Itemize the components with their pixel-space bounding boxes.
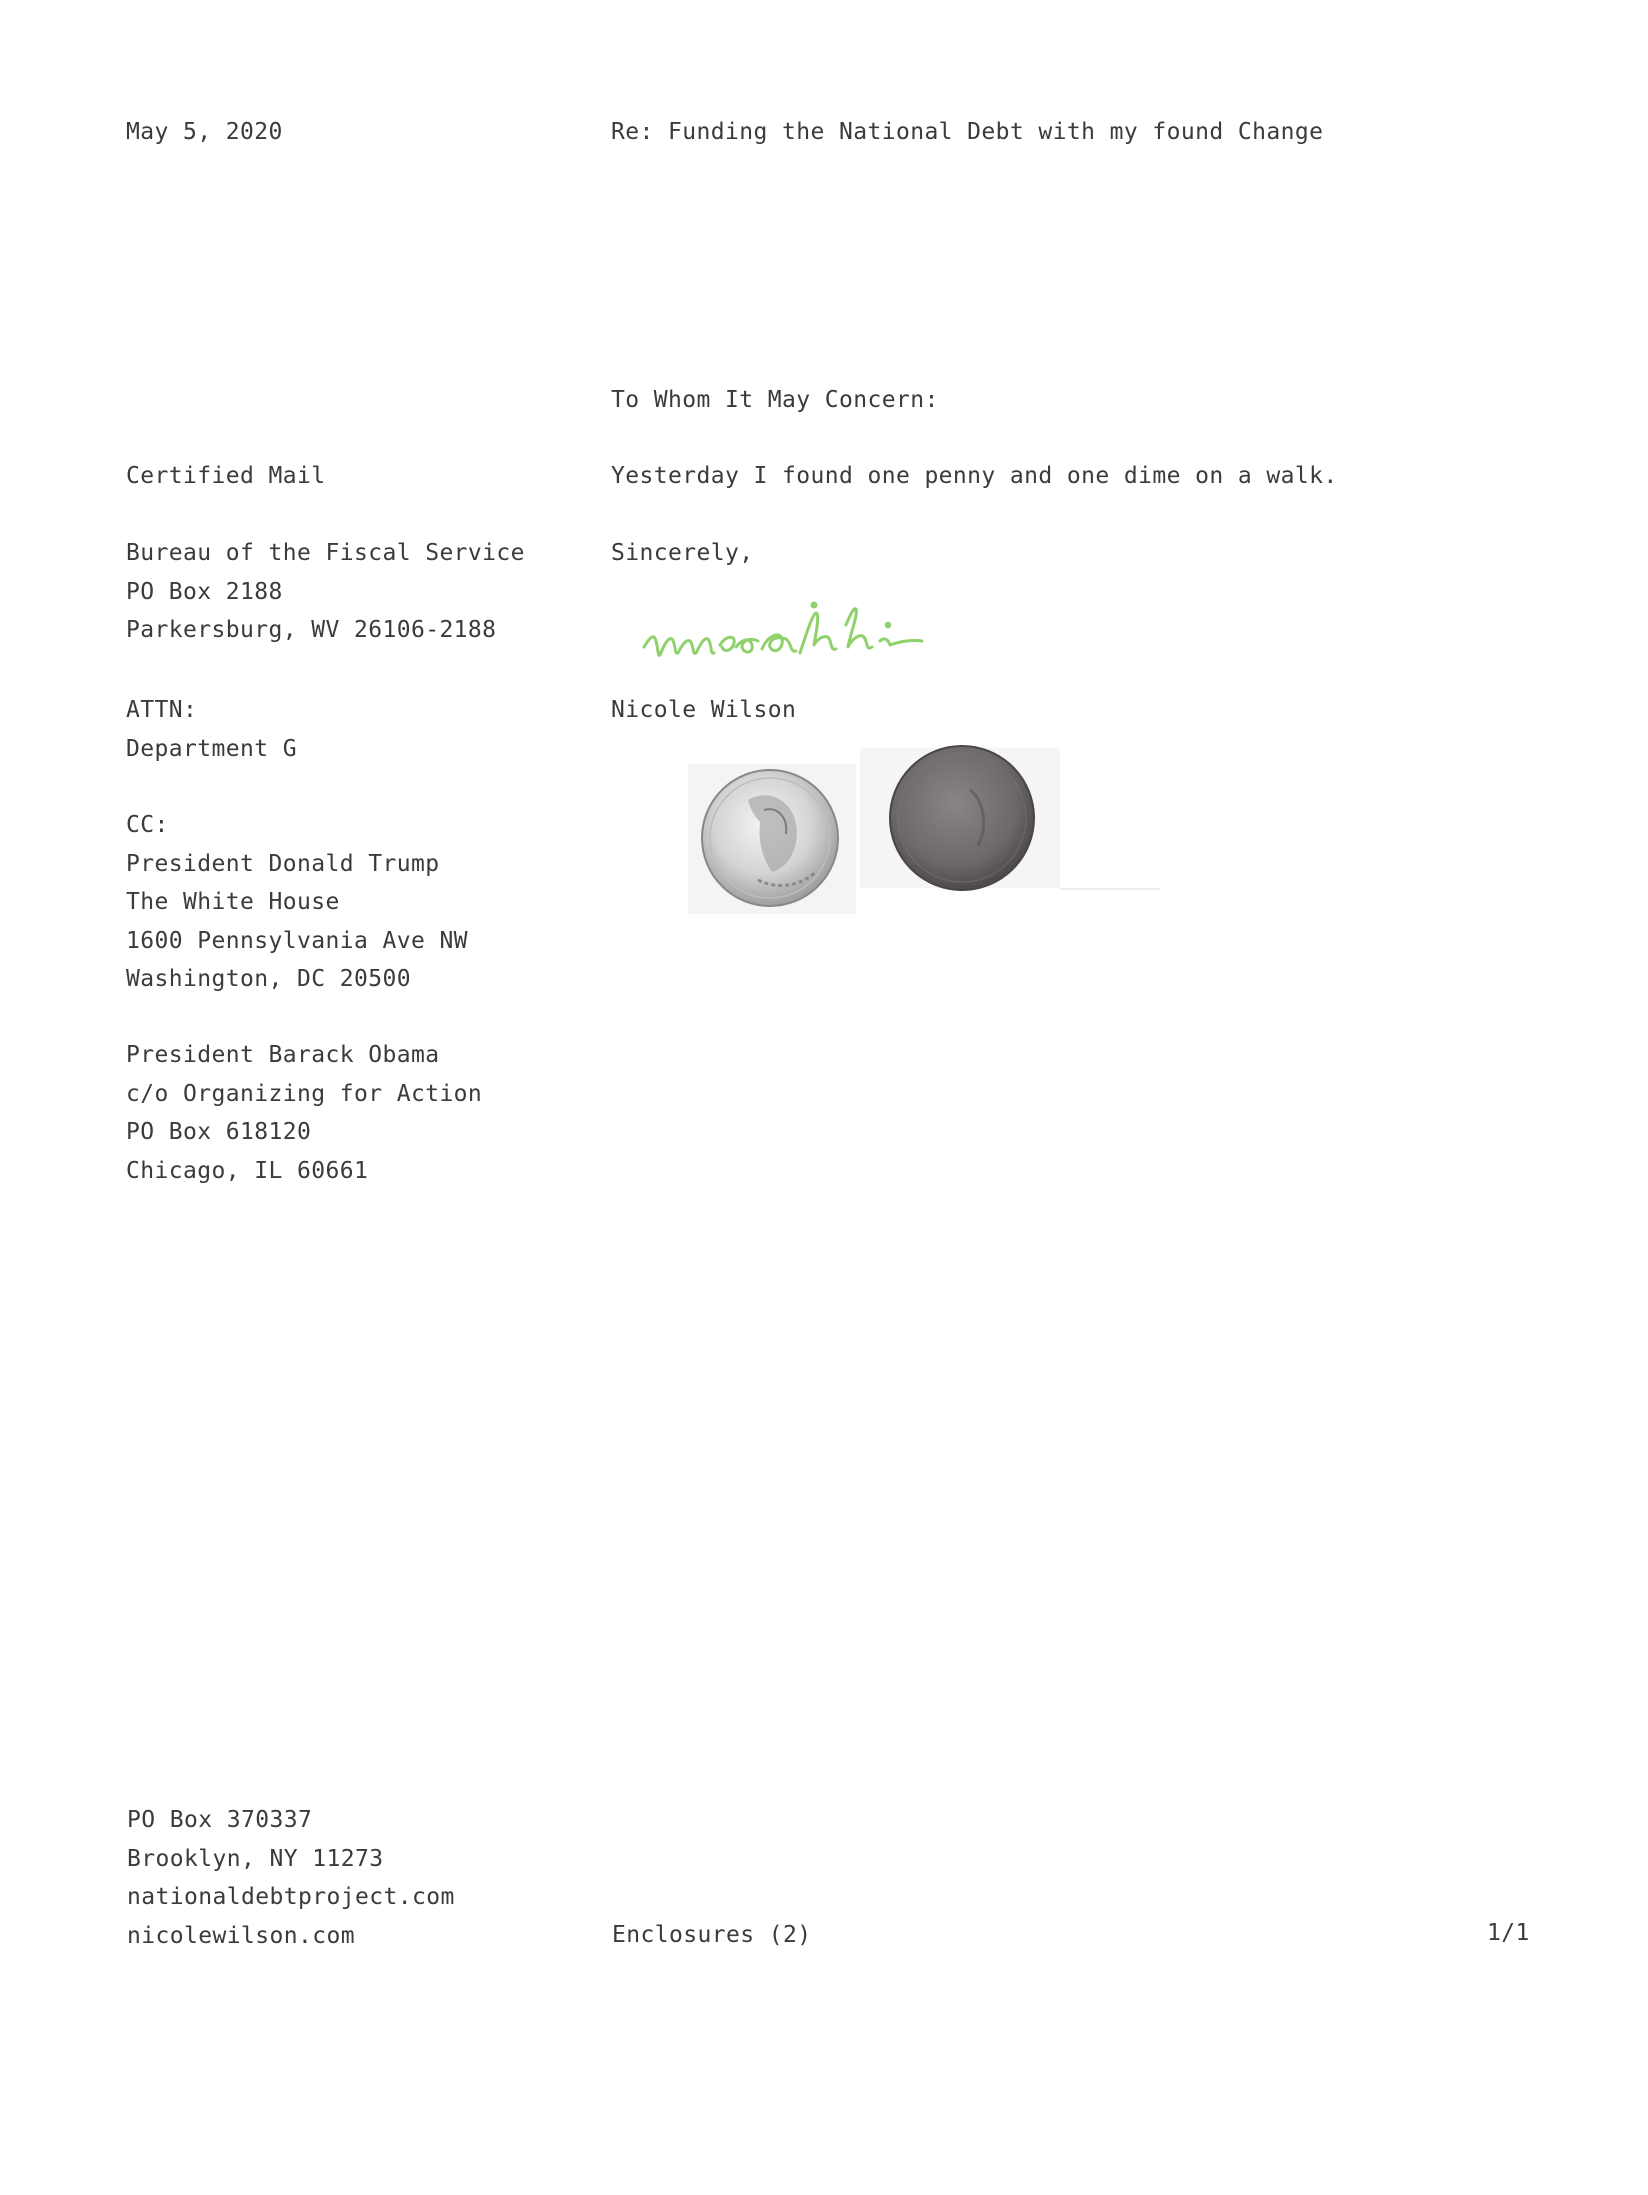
cc-line: c/o Organizing for Action <box>126 1080 483 1107</box>
recipient-address <box>126 534 525 650</box>
recipient-line: Bureau of the Fiscal Service <box>126 540 525 566</box>
attn-value: Department G <box>126 735 297 762</box>
sender-line: Brooklyn, NY 11273 <box>127 1845 384 1872</box>
closing: Sincerely, <box>611 540 754 566</box>
letter-date: May 5, 2020 <box>126 119 283 145</box>
cc-line: The White House <box>126 889 340 915</box>
cc-block <box>126 806 468 999</box>
recipient-line: PO Box 2188 <box>126 578 283 605</box>
cc-second-block <box>126 1036 482 1190</box>
enclosures-note: Enclosures (2) <box>612 1922 812 1948</box>
cc-line: President Barack Obama <box>126 1042 440 1068</box>
cc-label: CC: <box>126 812 169 838</box>
recipient-line: Parkersburg, WV 26106-2188 <box>126 617 497 643</box>
cc-line: 1600 Pennsylvania Ave NW <box>126 927 468 954</box>
attn-block <box>126 691 297 768</box>
sender-line: PO Box 370337 <box>127 1807 313 1833</box>
cc-line: President Donald Trump <box>126 850 440 877</box>
cc-line: Chicago, IL 60661 <box>126 1157 369 1184</box>
sender-address <box>127 1801 455 1955</box>
penny-icon <box>890 746 1034 890</box>
handwritten-signature <box>640 575 980 675</box>
mail-type: Certified Mail <box>126 463 326 489</box>
dime-icon <box>702 770 838 906</box>
cc-line: Washington, DC 20500 <box>126 966 411 992</box>
cc-line: PO Box 618120 <box>126 1119 312 1145</box>
letter-body: Yesterday I found one penny and one dime on a walk. <box>611 463 1338 489</box>
enclosed-coins <box>688 730 1188 930</box>
page-number: 1/1 <box>1487 1920 1530 1946</box>
sender-website: nicolewilson.com <box>127 1922 355 1949</box>
sender-website: nationaldebtproject.com <box>127 1884 455 1910</box>
attn-label: ATTN: <box>126 697 198 723</box>
signer-name: Nicole Wilson <box>611 697 797 723</box>
letter-subject: Re: Funding the National Debt with my found Change <box>611 119 1324 145</box>
salutation: To Whom It May Concern: <box>611 387 939 413</box>
